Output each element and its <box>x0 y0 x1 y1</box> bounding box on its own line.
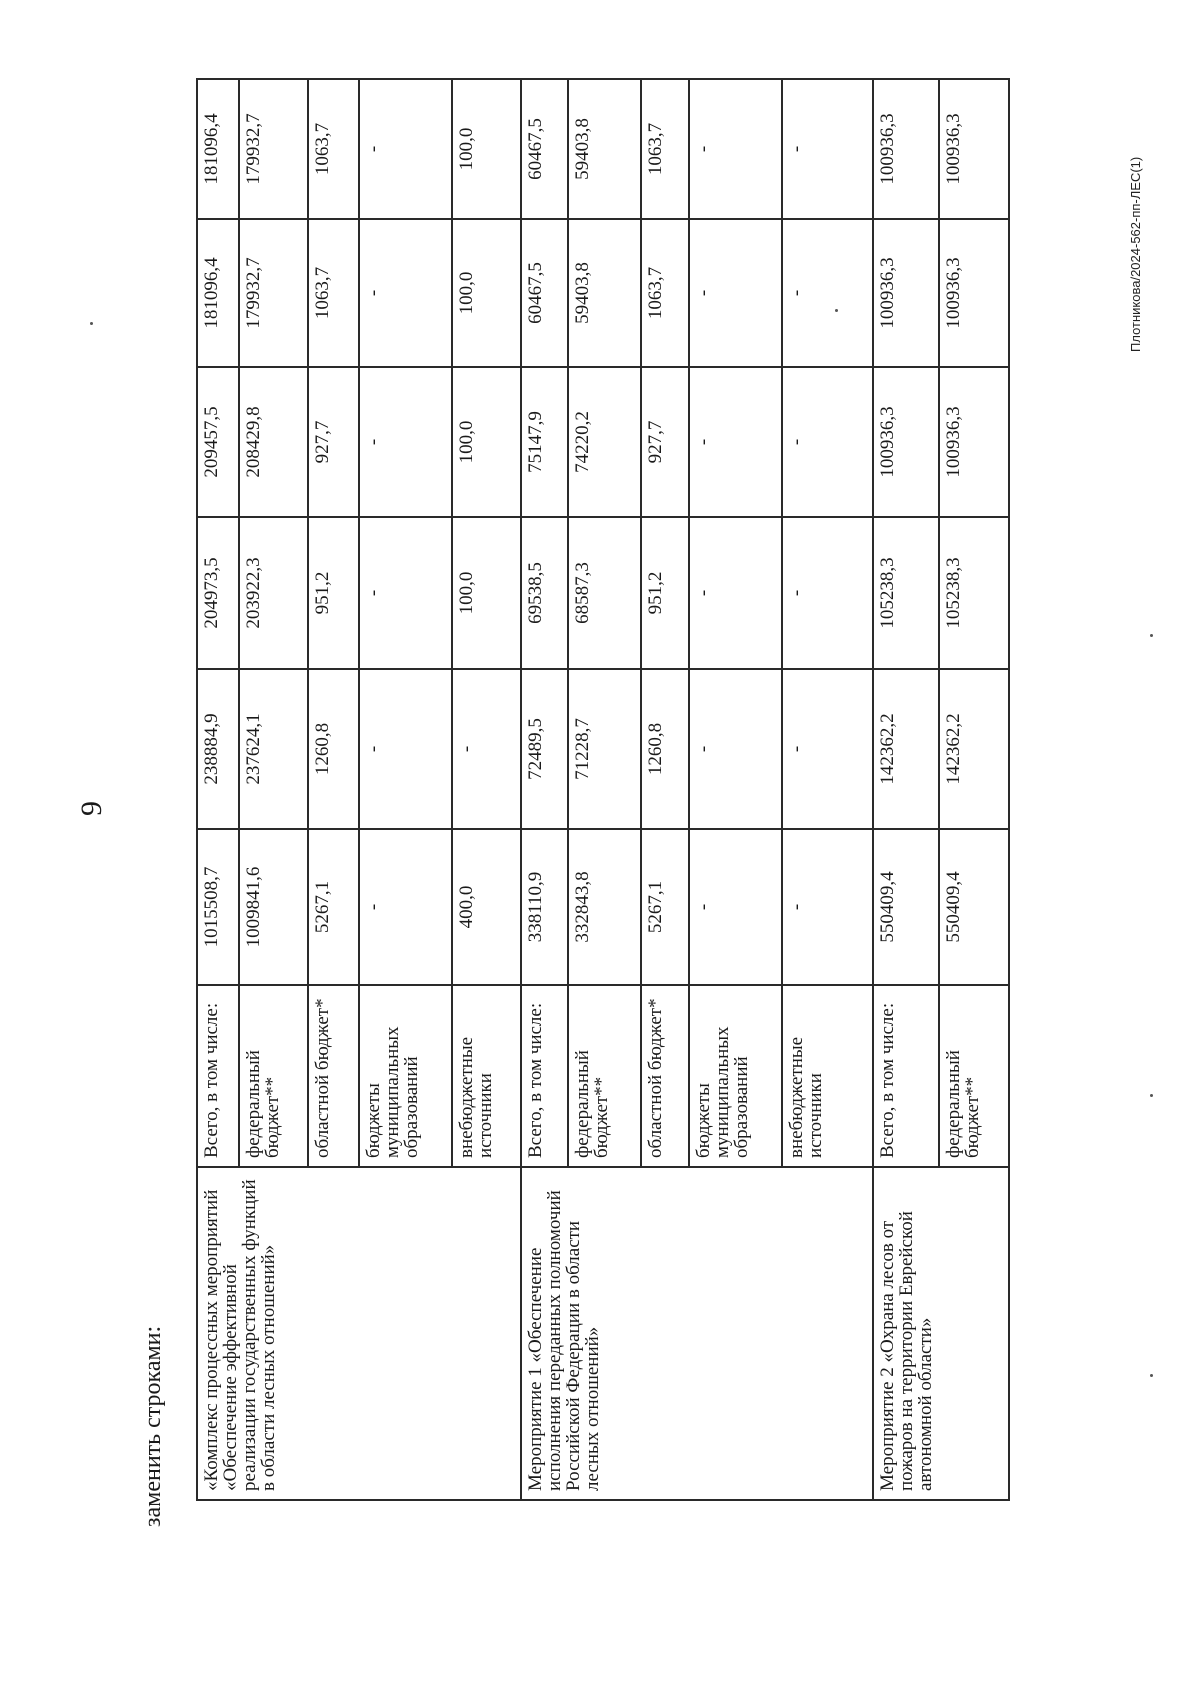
amount-cell: 72489,5 <box>521 669 568 829</box>
amount-cell: - <box>782 669 873 829</box>
program-name-cell: «Комплекс процессных мероприятий «Обеспечение эффективной реализации государственных функций в области лесных отношений» <box>197 1167 521 1500</box>
amount-cell: 181096,4 <box>197 219 239 367</box>
amount-cell: 68587,3 <box>568 517 641 669</box>
amount-cell: 1063,7 <box>308 79 359 219</box>
amount-cell: - <box>689 367 782 517</box>
amount-cell: 1063,7 <box>641 219 689 367</box>
amount-cell: 550409,4 <box>873 829 939 985</box>
page-number: 9 <box>75 801 108 816</box>
amount-cell: 5267,1 <box>308 829 359 985</box>
amount-cell: 5267,1 <box>641 829 689 985</box>
scan-dot <box>1150 634 1153 637</box>
amount-cell: 181096,4 <box>197 79 239 219</box>
funding-source-cell: бюджеты муниципальных образований <box>359 985 452 1167</box>
amount-cell: 100936,3 <box>939 79 1009 219</box>
amount-cell: 59403,8 <box>568 79 641 219</box>
amount-cell: 105238,3 <box>939 517 1009 669</box>
amount-cell: - <box>782 79 873 219</box>
amount-cell: 400,0 <box>452 829 521 985</box>
amount-cell: 338110,9 <box>521 829 568 985</box>
amount-cell: 71228,7 <box>568 669 641 829</box>
funding-source-cell: внебюджетные источники <box>452 985 521 1167</box>
program-name-cell: Мероприятие 2 «Охрана лесов от пожаров на территории Еврейской автономной области» <box>873 1167 1009 1500</box>
table-row <box>197 79 239 1500</box>
amount-cell: - <box>689 79 782 219</box>
amount-cell: - <box>689 517 782 669</box>
document-id: Плотникова/2024-562-пп-ЛЕС(1) <box>1128 156 1143 352</box>
scan-dot <box>90 322 93 325</box>
intro-text: заменить строками: <box>140 1325 166 1527</box>
scan-dot <box>1150 1094 1153 1097</box>
amount-cell: - <box>689 669 782 829</box>
amount-cell: 179932,7 <box>239 79 308 219</box>
amount-cell: 105238,3 <box>873 517 939 669</box>
amount-cell: - <box>359 517 452 669</box>
program-name-cell: Мероприятие 1 «Обеспечение исполнения переданных полномочий Российской Федерации в области лесных отношений» <box>521 1167 873 1500</box>
amount-cell: 1260,8 <box>308 669 359 829</box>
amount-cell: 1260,8 <box>641 669 689 829</box>
amount-cell: 142362,2 <box>939 669 1009 829</box>
scan-dot <box>835 309 838 312</box>
amount-cell: 209457,5 <box>197 367 239 517</box>
amount-cell: - <box>782 367 873 517</box>
amount-cell: 74220,2 <box>568 367 641 517</box>
amount-cell: 238884,9 <box>197 669 239 829</box>
amount-cell: - <box>689 829 782 985</box>
funding-source-cell: Всего, в том числе: <box>521 985 568 1167</box>
amount-cell: 100,0 <box>452 219 521 367</box>
amount-cell: 59403,8 <box>568 219 641 367</box>
amount-cell: 100936,3 <box>873 219 939 367</box>
amount-cell: 951,2 <box>308 517 359 669</box>
table-row <box>873 79 939 1500</box>
amount-cell: 332843,8 <box>568 829 641 985</box>
scan-dot <box>1150 1374 1153 1377</box>
amount-cell: - <box>359 367 452 517</box>
amount-cell: 100,0 <box>452 79 521 219</box>
funding-source-cell: бюджеты муниципальных образований <box>689 985 782 1167</box>
amount-cell: 1015508,7 <box>197 829 239 985</box>
funding-source-cell: областной бюджет* <box>641 985 689 1167</box>
amount-cell: 100936,3 <box>939 219 1009 367</box>
amount-cell: - <box>782 829 873 985</box>
amount-cell: 100936,3 <box>873 79 939 219</box>
amount-cell: - <box>689 219 782 367</box>
amount-cell: 75147,9 <box>521 367 568 517</box>
amount-cell: 100,0 <box>452 517 521 669</box>
amount-cell: 142362,2 <box>873 669 939 829</box>
amount-cell: 1063,7 <box>308 219 359 367</box>
funding-source-cell: внебюджетные источники <box>782 985 873 1167</box>
amount-cell: 927,7 <box>308 367 359 517</box>
amount-cell: 208429,8 <box>239 367 308 517</box>
table-row <box>521 79 568 1500</box>
amount-cell: 237624,1 <box>239 669 308 829</box>
amount-cell: 1009841,6 <box>239 829 308 985</box>
amount-cell: - <box>359 219 452 367</box>
amount-cell: - <box>359 669 452 829</box>
amount-cell: 1063,7 <box>641 79 689 219</box>
amount-cell: 951,2 <box>641 517 689 669</box>
funding-source-cell: федеральный бюджет** <box>939 985 1009 1167</box>
amount-cell: - <box>782 219 873 367</box>
amount-cell: 60467,5 <box>521 219 568 367</box>
funding-source-cell: федеральный бюджет** <box>239 985 308 1167</box>
funding-source-cell: Всего, в том числе: <box>873 985 939 1167</box>
amount-cell: 100936,3 <box>939 367 1009 517</box>
funding-source-cell: областной бюджет* <box>308 985 359 1167</box>
amount-cell: 69538,5 <box>521 517 568 669</box>
amount-cell: 100936,3 <box>873 367 939 517</box>
funding-source-cell: федеральный бюджет** <box>568 985 641 1167</box>
budget-table <box>196 78 1010 1501</box>
amount-cell: - <box>359 829 452 985</box>
amount-cell: 203922,3 <box>239 517 308 669</box>
amount-cell: 927,7 <box>641 367 689 517</box>
amount-cell: 179932,7 <box>239 219 308 367</box>
amount-cell: - <box>452 669 521 829</box>
amount-cell: 100,0 <box>452 367 521 517</box>
amount-cell: 550409,4 <box>939 829 1009 985</box>
amount-cell: - <box>782 517 873 669</box>
amount-cell: - <box>359 79 452 219</box>
amount-cell: 60467,5 <box>521 79 568 219</box>
amount-cell: 204973,5 <box>197 517 239 669</box>
funding-source-cell: Всего, в том числе: <box>197 985 239 1167</box>
